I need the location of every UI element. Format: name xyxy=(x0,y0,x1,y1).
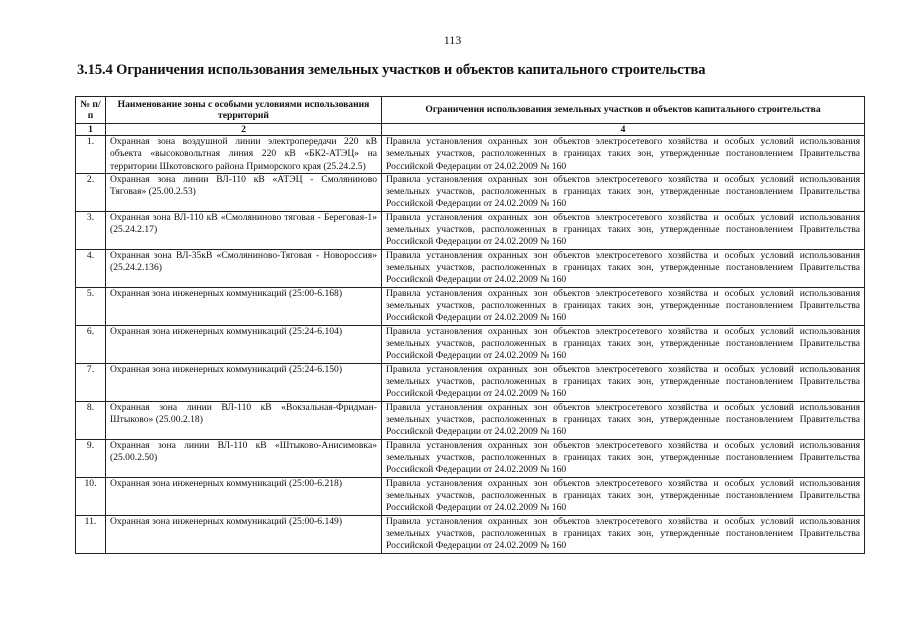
table-row xyxy=(76,325,865,363)
zone-name: Охранная зона инженерных коммуникаций (25:00-6.218) xyxy=(106,477,382,515)
zone-name: Охранная зона линии ВЛ-110 кВ «АТЭЦ - Смоляниново Тяговая» (25.00.2.53) xyxy=(106,173,382,211)
row-number: 10. xyxy=(76,477,106,515)
row-number: 5. xyxy=(76,287,106,325)
restriction-text: Правила установления охранных зон объектов электросетевого хозяйства и особых условий использования земельных участков, расположенных в границах таких зон, утвержденные постановлением Правительства Российской Федерации от 24.02.2009 № 160 xyxy=(382,136,865,174)
row-number: 2. xyxy=(76,173,106,211)
zone-name: Охранная зона ВЛ-35кВ «Смоляниново-Тяговая - Новороссия» (25.24.2.136) xyxy=(106,249,382,287)
row-number: 9. xyxy=(76,439,106,477)
zone-name: Охранная зона инженерных коммуникаций (25:24-6.104) xyxy=(106,325,382,363)
table-row xyxy=(76,363,865,401)
zone-name: Охранная зона инженерных коммуникаций (25:00-6.168) xyxy=(106,287,382,325)
row-number: 1. xyxy=(76,136,106,174)
column-number-row xyxy=(76,124,865,136)
table-header xyxy=(76,97,865,124)
restriction-text: Правила установления охранных зон объектов электросетевого хозяйства и особых условий использования земельных участков, расположенных в границах таких зон, утвержденные постановлением Правительства Российской Федерации от 24.02.2009 № 160 xyxy=(382,515,865,553)
header-num: № п/п xyxy=(76,97,106,124)
row-number: 6. xyxy=(76,325,106,363)
table-row xyxy=(76,249,865,287)
zone-name: Охранная зона инженерных коммуникаций (25:24-6.150) xyxy=(106,363,382,401)
restriction-text: Правила установления охранных зон объектов электросетевого хозяйства и особых условий использования земельных участков, расположенных в границах таких зон, утвержденные постановлением Правительства Российской Федерации от 24.02.2009 № 160 xyxy=(382,249,865,287)
row-number: 3. xyxy=(76,211,106,249)
row-number: 4. xyxy=(76,249,106,287)
row-number: 8. xyxy=(76,401,106,439)
table-row xyxy=(76,287,865,325)
page-number: 113 xyxy=(443,33,462,47)
table-row xyxy=(76,136,865,174)
table-body xyxy=(76,124,865,554)
restriction-text: Правила установления охранных зон объектов электросетевого хозяйства и особых условий использования земельных участков, расположенных в границах таких зон, утвержденные постановлением Правительства Российской Федерации от 24.02.2009 № 160 xyxy=(382,287,865,325)
restriction-text: Правила установления охранных зон объектов электросетевого хозяйства и особых условий использования земельных участков, расположенных в границах таких зон, утвержденные постановлением Правительства Российской Федерации от 24.02.2009 № 160 xyxy=(382,363,865,401)
restriction-text: Правила установления охранных зон объектов электросетевого хозяйства и особых условий использования земельных участков, расположенных в границах таких зон, утвержденные постановлением Правительства Российской Федерации от 24.02.2009 № 160 xyxy=(382,401,865,439)
column-number: 4 xyxy=(382,124,865,136)
restriction-text: Правила установления охранных зон объектов электросетевого хозяйства и особых условий использования земельных участков, расположенных в границах таких зон, утвержденные постановлением Правительства Российской Федерации от 24.02.2009 № 160 xyxy=(382,477,865,515)
restriction-text: Правила установления охранных зон объектов электросетевого хозяйства и особых условий использования земельных участков, расположенных в границах таких зон, утвержденные постановлением Правительства Российской Федерации от 24.02.2009 № 160 xyxy=(382,211,865,249)
column-number: 1 xyxy=(76,124,106,136)
column-number: 2 xyxy=(106,124,382,136)
table-row xyxy=(76,477,865,515)
table-row xyxy=(76,515,865,553)
section-title: 3.15.4 Ограничения использования земельных участков и объектов капитального строительства xyxy=(77,62,706,78)
zone-name: Охранная зона линии ВЛ-110 кВ «Вокзальная-Фридман-Штыково» (25.00.2.18) xyxy=(106,401,382,439)
zone-name: Охранная зона инженерных коммуникаций (25:00-6.149) xyxy=(106,515,382,553)
header-restriction: Ограничения использования земельных участков и объектов капитального строительства xyxy=(382,97,865,124)
table-row xyxy=(76,439,865,477)
row-number: 7. xyxy=(76,363,106,401)
restriction-text: Правила установления охранных зон объектов электросетевого хозяйства и особых условий использования земельных участков, расположенных в границах таких зон, утвержденные постановлением Правительства Российской Федерации от 24.02.2009 № 160 xyxy=(382,439,865,477)
zone-name: Охранная зона воздушной линии электропередачи 220 кВ объекта «высоковольтная линия 220 кВ «БК2-АТЭЦ» на территории Шкотовского района Приморского края (25.24.2.5) xyxy=(106,136,382,174)
restrictions-table xyxy=(75,96,865,554)
table-row xyxy=(76,211,865,249)
zone-name: Охранная зона линии ВЛ-110 кВ «Штыково-Анисимовка» (25.00.2.50) xyxy=(106,439,382,477)
row-number: 11. xyxy=(76,515,106,553)
header-zone: Наименование зоны с особыми условиями использования территорий xyxy=(106,97,382,124)
restriction-text: Правила установления охранных зон объектов электросетевого хозяйства и особых условий использования земельных участков, расположенных в границах таких зон, утвержденные постановлением Правительства Российской Федерации от 24.02.2009 № 160 xyxy=(382,173,865,211)
table-row xyxy=(76,401,865,439)
restriction-text: Правила установления охранных зон объектов электросетевого хозяйства и особых условий использования земельных участков, расположенных в границах таких зон, утвержденные постановлением Правительства Российской Федерации от 24.02.2009 № 160 xyxy=(382,325,865,363)
zone-name: Охранная зона ВЛ-110 кВ «Смоляниново тяговая - Береговая-1» (25.24.2.17) xyxy=(106,211,382,249)
table-row xyxy=(76,173,865,211)
